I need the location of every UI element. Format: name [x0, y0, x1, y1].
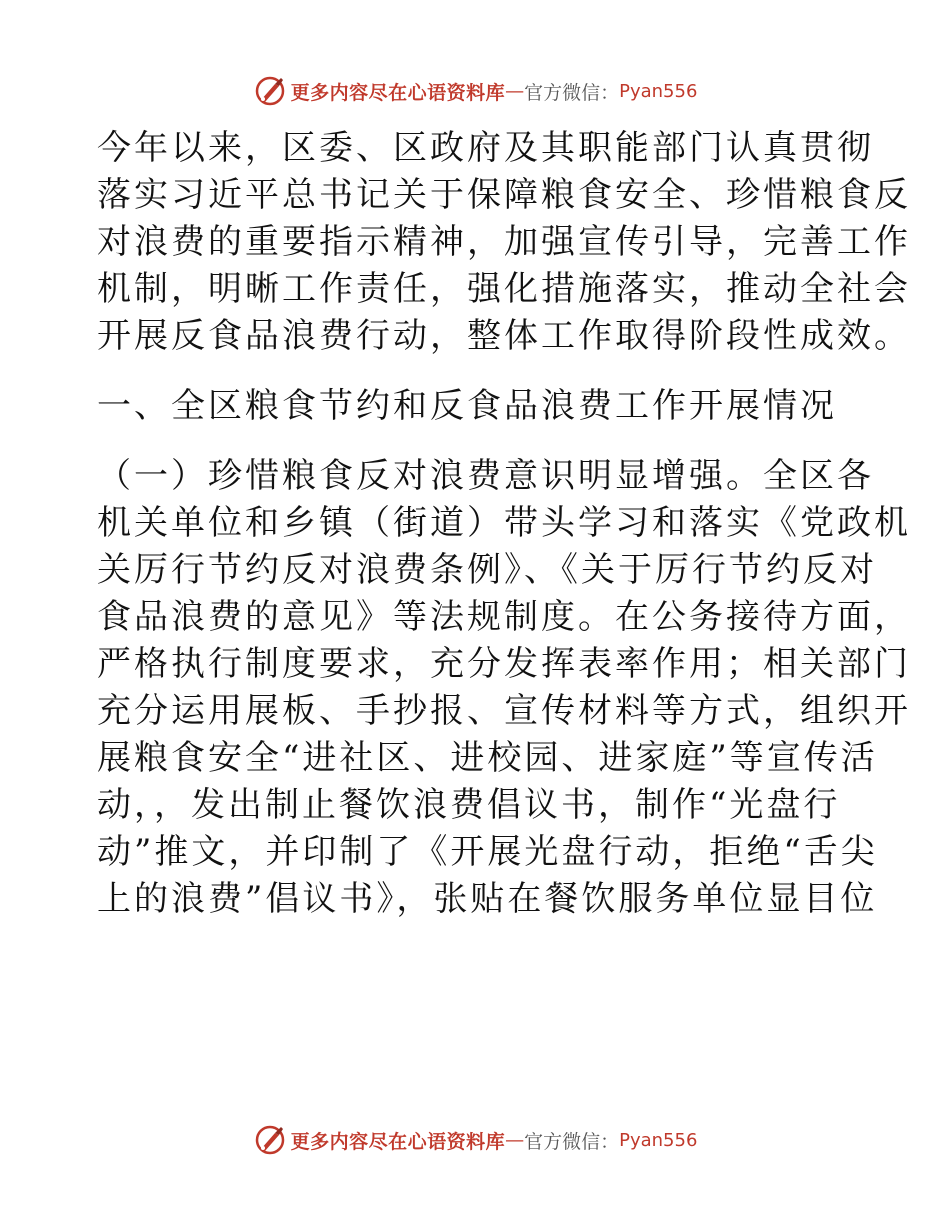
document-body [97, 125, 911, 923]
watermark-contact-label: 官方微信： [524, 1130, 620, 1153]
watermark-handle: Pyan556 [619, 1129, 698, 1151]
watermark-contact-label: 官方微信： [524, 81, 620, 104]
heading-line: 一、全区粮食节约和反食品浪费工作开展情况 [97, 386, 837, 426]
text-line: 开展反食品浪费行动，整体工作取得阶段性成效。 [97, 316, 911, 356]
quill-pen-logo-icon [253, 1123, 287, 1157]
watermark-dash: — [505, 80, 525, 102]
intro-paragraph [97, 125, 911, 360]
text-line: 动，，发出制止餐饮浪费倡议书，制作“光盘行 [97, 785, 841, 825]
text-line: 落实习近平总书记关于保障粮食安全、珍惜粮食反 [97, 175, 911, 215]
watermark-dash: — [505, 1129, 525, 1151]
footer-watermark [0, 1120, 950, 1160]
text-line: 今年以来，区委、区政府及其职能部门认真贯彻 [97, 128, 874, 168]
text-line: 充分运用展板、手抄报、宣传材料等方式，组织开 [97, 691, 911, 731]
header-watermark [0, 71, 950, 111]
text-line: 动”推文，并印制了《开展光盘行动，拒绝“舌尖 [97, 832, 878, 872]
text-line: 机关单位和乡镇（街道）带头学习和落实《党政机 [97, 503, 911, 543]
subsection-paragraph [97, 453, 911, 923]
watermark-handle: Pyan556 [619, 80, 698, 102]
text-line: 关厉行节约反对浪费条例》、《关于厉行节约反对 [97, 550, 877, 590]
text-line: （一）珍惜粮食反对浪费意识明显增强。全区各 [97, 456, 874, 496]
quill-pen-logo-icon [253, 74, 287, 108]
watermark-brand: 更多内容尽在心语资料库 [290, 81, 506, 104]
text-line: 展粮食安全“进社区、进校园、进家庭”等宣传活 [97, 738, 878, 778]
text-line: 对浪费的重要指示精神，加强宣传引导，完善工作 [97, 222, 911, 262]
text-line: 机制，明晰工作责任，强化措施落实，推动全社会 [97, 269, 911, 309]
section-heading [97, 383, 857, 430]
text-line: 上的浪费”倡议书》，张贴在餐饮服务单位显目位 [97, 879, 878, 919]
text-line: 食品浪费的意见》等法规制度。在公务接待方面， [97, 597, 911, 637]
watermark-brand: 更多内容尽在心语资料库 [290, 1130, 506, 1153]
text-line: 严格执行制度要求，充分发挥表率作用；相关部门 [97, 644, 911, 684]
